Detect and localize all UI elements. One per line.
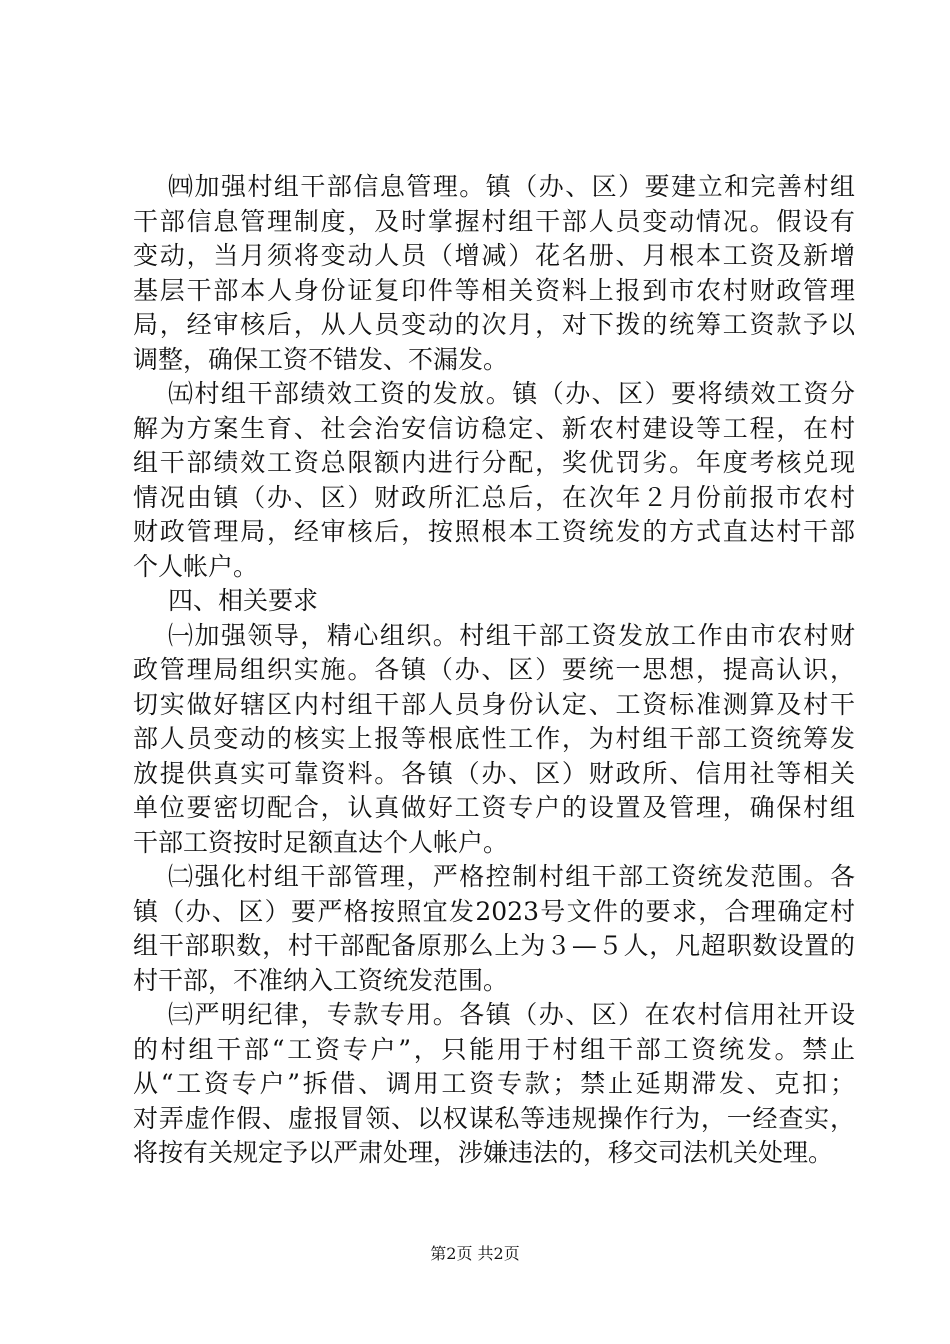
text-line: 对弄虚作假、虚报冒领、以权谋私等违规操作行为，一经查实，: [133, 1103, 855, 1133]
text-line: 镇（办、区）要严格按照宜发2023号文件的要求，合理确定村: [133, 896, 855, 926]
text-line: 切实做好辖区内村组干部人员身份认定、工资标准测算及村干: [133, 689, 855, 719]
paragraph: [133, 170, 855, 377]
text-line: 政管理局组织实施。各镇（办、区）要统一思想，提高认识，: [133, 655, 855, 684]
text-line: 解为方案生育、社会治安信访稳定、新农村建设等工程，在村: [133, 413, 855, 443]
text-line: 四、相关要求: [168, 586, 319, 615]
text-line: 财政管理局，经审核后，按照根本工资统发的方式直达村干部: [133, 517, 855, 546]
text-line: 干部信息管理制度，及时掌握村组干部人员变动情况。假设有: [133, 206, 855, 236]
document-body: [133, 170, 855, 1171]
text-line: 情况由镇（办、区）财政所汇总后，在次年２月份前报市农村: [133, 482, 855, 512]
text-line: 从“工资专户”拆借、调用工资专款；禁止延期滞发、克扣；: [133, 1069, 855, 1098]
paragraph: [133, 377, 855, 584]
text-line: ㈤村组干部绩效工资的发放。镇（办、区）要将绩效工资分: [168, 379, 855, 408]
text-line: 单位要密切配合，认真做好工资专户的设置及管理，确保村组: [133, 793, 855, 822]
text-line: 变动，当月须将变动人员（增减）花名册、月根本工资及新增: [133, 241, 855, 270]
text-line: ㈡强化村组干部管理，严格控制村组干部工资统发范围。各: [168, 862, 855, 891]
paragraph: [133, 584, 855, 619]
text-line: 调整，确保工资不错发、不漏发。: [133, 344, 509, 374]
text-line: 村干部，不准纳入工资统发范围。: [133, 965, 509, 995]
text-line: ㈠加强领导，精心组织。村组干部工资发放工作由市农村财: [168, 620, 855, 650]
text-line: ㈣加强村组干部信息管理。镇（办、区）要建立和完善村组: [168, 172, 855, 201]
text-line: 个人帐户。: [133, 551, 259, 581]
text-line: 局，经审核后，从人员变动的次月，对下拨的统筹工资款予以: [133, 310, 855, 339]
text-line: 将按有关规定予以严肃处理，涉嫌违法的，移交司法机关处理。: [133, 1138, 834, 1167]
text-line: 干部工资按时足额直达个人帐户。: [133, 827, 509, 857]
paragraph: [133, 619, 855, 861]
text-line: 组干部绩效工资总限额内进行分配，奖优罚劣。年度考核兑现: [133, 448, 855, 477]
text-line: 部人员变动的核实上报等根底性工作，为村组干部工资统筹发: [133, 724, 855, 753]
text-line: 基层干部本人身份证复印件等相关资料上报到市农村财政管理: [133, 275, 855, 305]
text-line: 放提供真实可靠资料。各镇（办、区）财政所、信用社等相关: [133, 758, 855, 788]
text-line: 的村组干部“工资专户”，只能用于村组干部工资统发。禁止: [133, 1034, 855, 1064]
page-footer: 第2页 共2页: [430, 1244, 520, 1263]
paragraph: [133, 998, 855, 1171]
text-line: 组干部职数，村干部配备原那么上为３—５人，凡超职数设置的: [133, 931, 855, 960]
text-line: ㈢严明纪律，专款专用。各镇（办、区）在农村信用社开设: [168, 1000, 855, 1029]
paragraph: [133, 860, 855, 998]
